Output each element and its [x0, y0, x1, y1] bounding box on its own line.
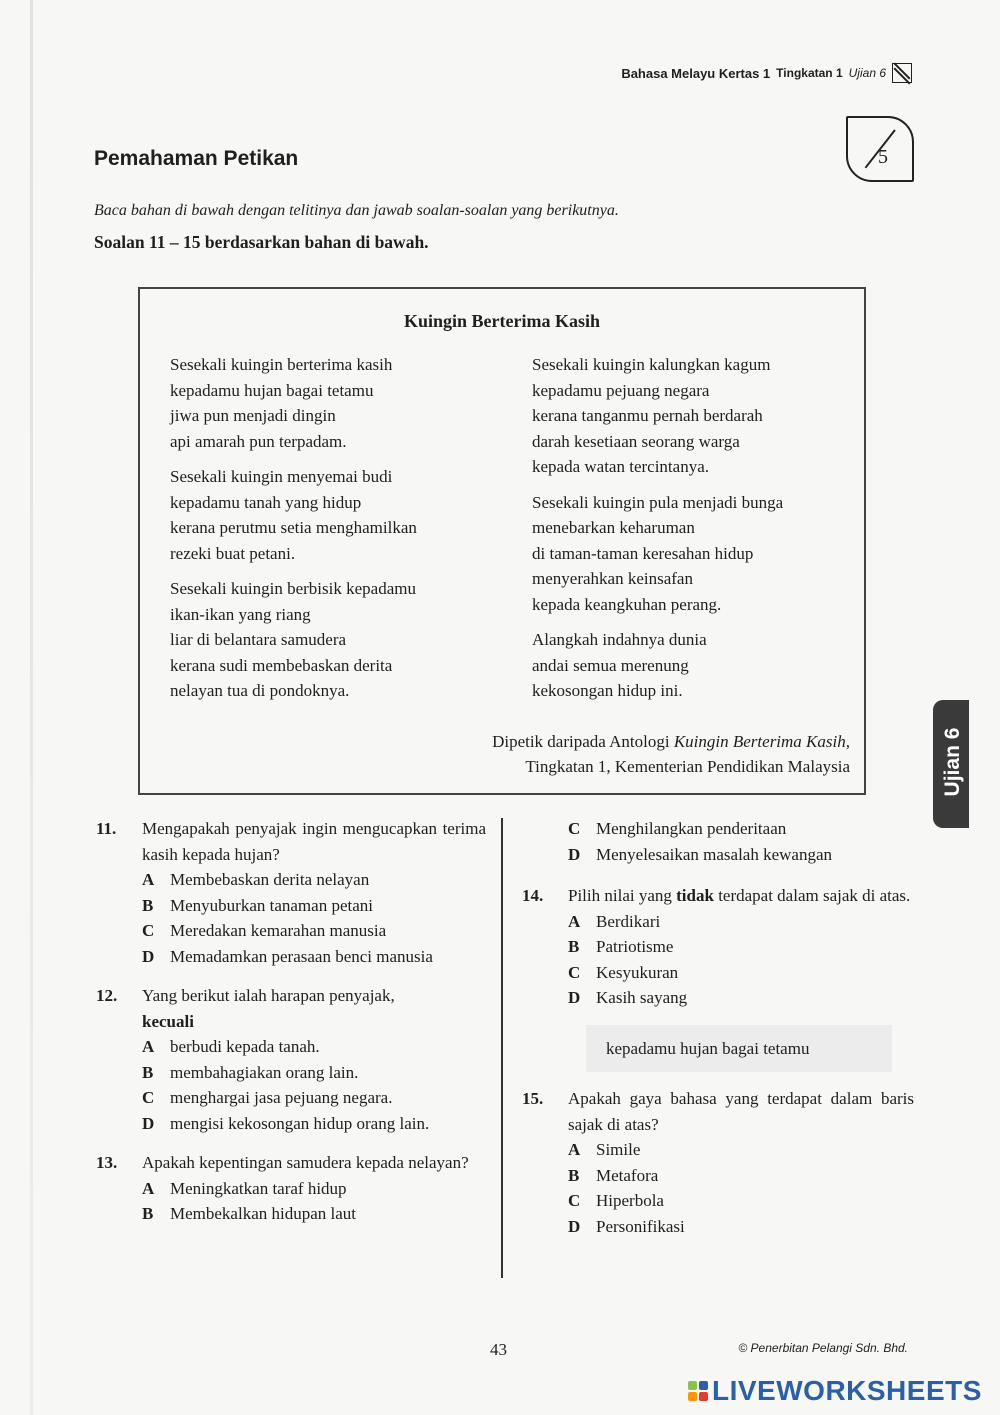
poem-line: di taman-taman keresahan hidup [532, 543, 754, 563]
option-b[interactable] [568, 1163, 914, 1189]
option-b[interactable] [568, 934, 914, 960]
option-letter: D [568, 988, 581, 1007]
question-text [142, 983, 486, 1034]
question-text-post: terdapat dalam sajak di atas. [713, 886, 911, 905]
score-total: 5 [878, 146, 888, 168]
option-text: Hiperbola [596, 1191, 664, 1210]
option-letter: C [568, 962, 581, 982]
poem-line: Alangkah indahnya dunia [532, 630, 707, 649]
poem-line: liar di belantara samudera [170, 630, 347, 649]
option-letter: C [568, 819, 581, 838]
option-letter: C [142, 1088, 155, 1107]
option-a[interactable] [142, 867, 486, 893]
poem-left-column [170, 352, 417, 714]
header-subject: Bahasa Melayu Kertas 1 [621, 65, 771, 81]
poem-line: Sesekali kuingin berterima kasih [170, 355, 393, 374]
question-emphasis: kecuali [142, 1011, 194, 1031]
question-text-pre: Pilih nilai yang [568, 886, 677, 905]
option-text: Metafora [596, 1165, 659, 1185]
option-d[interactable] [568, 842, 914, 868]
option-text: Meredakan kemarahan manusia [170, 921, 387, 940]
side-tab-label: Ujian 6 [941, 727, 964, 797]
stanza [532, 352, 783, 480]
option-text: Menyuburkan tanaman petani [170, 895, 373, 915]
stanza [170, 464, 417, 566]
option-d[interactable] [142, 944, 486, 970]
question-range: Soalan 11 – 15 berdasarkan bahan di bawah. [94, 232, 429, 252]
question-text: Mengapakah penyajak ingin mengucapkan terima kasih kepada hujan? [142, 819, 486, 864]
poem-line: kerana sudi membebaskan derita [170, 655, 393, 675]
stanza [170, 352, 417, 454]
poem-line: kepada keangkuhan perang. [532, 594, 722, 614]
poem-line: kekosongan hidup ini. [532, 681, 683, 700]
stanza [532, 490, 783, 618]
option-c[interactable] [568, 960, 914, 986]
poem-line: Sesekali kuingin menyemai budi [170, 467, 393, 486]
option-c[interactable] [568, 816, 914, 842]
option-c[interactable] [142, 918, 486, 944]
question-14 [522, 883, 914, 1011]
option-text: membahagiakan orang lain. [170, 1062, 359, 1082]
option-text: menghargai jasa pejuang negara. [170, 1088, 393, 1107]
option-b[interactable] [142, 1201, 486, 1227]
copyright: © Penerbitan Pelangi Sdn. Bhd. [738, 1341, 908, 1355]
header-level: Tingkatan 1 [776, 66, 843, 80]
option-b[interactable] [142, 893, 486, 919]
questions-left-column [96, 816, 486, 1241]
source-line2: Tingkatan 1, Kementerian Pendidikan Malaysia [525, 757, 850, 776]
option-text: Menghilangkan penderitaan [596, 819, 787, 838]
option-letter: A [142, 1178, 155, 1198]
option-a[interactable] [142, 1176, 486, 1202]
poem-box [138, 287, 866, 795]
option-letter: A [142, 870, 155, 889]
header-ujian: Ujian 6 [848, 66, 886, 80]
poem-line: Sesekali kuingin berbisik kepadamu [170, 579, 416, 598]
option-text: Kesyukuran [596, 962, 679, 982]
poem-line: kepadamu hujan bagai tetamu [170, 380, 374, 400]
question-15 [522, 1086, 914, 1239]
option-letter: B [568, 1165, 580, 1185]
option-text: Patriotisme [596, 937, 674, 956]
poem-line: nelayan tua di pondoknya. [170, 681, 350, 700]
source-prefix: Dipetik daripada Antologi [492, 732, 674, 751]
option-a[interactable] [568, 909, 914, 935]
poem-line: rezeki buat petani. [170, 543, 296, 563]
option-text: Berdikari [596, 911, 661, 931]
column-divider [501, 818, 503, 1278]
brand-grid-icon [688, 1381, 708, 1401]
option-text: Membekalkan hidupan laut [170, 1204, 357, 1223]
source-title: Kuingin Berterima Kasih, [673, 732, 850, 751]
question-text-main: Yang berikut ialah harapan penyajak, [142, 986, 395, 1005]
option-letter: A [568, 911, 581, 931]
option-text: Personifikasi [596, 1216, 685, 1236]
question-text: Apakah kepentingan samudera kepada nelayan? [142, 1153, 469, 1172]
option-text: mengisi kekosongan hidup orang lain. [170, 1113, 430, 1133]
question-13-continued [522, 816, 914, 867]
poem-right-column [532, 352, 783, 714]
question-number: 14. [522, 886, 544, 905]
page-number: 43 [490, 1340, 507, 1359]
option-letter: D [142, 946, 155, 966]
question-11 [96, 816, 486, 969]
side-tab [933, 700, 969, 828]
option-letter: B [142, 895, 154, 915]
poem-line: kepadamu tanah yang hidup [170, 492, 362, 512]
poem-line: jiwa pun menjadi dingin [170, 406, 336, 425]
quoted-line-box: kepadamu hujan bagai tetamu [586, 1025, 892, 1073]
question-text: Apakah gaya bahasa yang terdapat dalam baris sajak di atas? [568, 1089, 914, 1134]
poem-line: ikan-ikan yang riang [170, 604, 311, 624]
question-13 [96, 1150, 486, 1227]
option-text: Menyelesaikan masalah kewangan [596, 844, 833, 864]
question-number: 15. [522, 1089, 544, 1108]
poem-line: kerana perutmu setia menghamilkan [170, 518, 417, 537]
option-b[interactable] [142, 1060, 486, 1086]
questions-right-column [522, 816, 914, 1253]
option-letter: C [568, 1191, 581, 1210]
option-letter: A [568, 1140, 581, 1159]
option-d[interactable] [568, 985, 914, 1011]
option-d[interactable] [142, 1111, 486, 1137]
option-text: Memadamkan perasaan benci manusia [170, 946, 433, 966]
poem-line: kepada watan tercintanya. [532, 457, 709, 476]
book-logo-icon [892, 63, 912, 83]
option-letter: B [568, 937, 580, 956]
option-letter: D [568, 1216, 581, 1236]
poem-line: andai semua merenung [532, 655, 689, 675]
option-a[interactable] [142, 1034, 486, 1060]
option-d[interactable] [568, 1214, 914, 1240]
option-text: Simile [596, 1140, 641, 1159]
poem-line: Sesekali kuingin kalungkan kagum [532, 355, 771, 374]
question-12 [96, 983, 486, 1136]
question-number: 12. [96, 986, 118, 1005]
option-letter: B [142, 1204, 154, 1223]
option-letter: D [142, 1113, 155, 1133]
option-letter: B [142, 1062, 154, 1082]
poem-line: kepadamu pejuang negara [532, 380, 710, 400]
brand-name: LIVEWORKSHEETS [712, 1375, 982, 1406]
poem-line: kerana tanganmu pernah berdarah [532, 406, 763, 425]
section-title: Pemahaman Petikan [94, 147, 299, 170]
stanza [532, 627, 783, 704]
option-c[interactable] [142, 1085, 486, 1111]
option-c[interactable] [568, 1188, 914, 1214]
poem-line: Sesekali kuingin pula menjadi bunga [532, 492, 784, 512]
option-text: Meningkatkan taraf hidup [170, 1178, 347, 1198]
option-letter: D [568, 844, 581, 864]
question-emphasis: tidak [676, 886, 714, 905]
option-a[interactable] [568, 1137, 914, 1163]
poem-source [492, 729, 850, 779]
instruction: Baca bahan di bawah dengan telitinya dan jawab soalan-soalan yang berikutnya. [94, 202, 619, 219]
liveworksheets-logo [688, 1375, 982, 1407]
page-header [621, 63, 912, 83]
option-letter: C [142, 921, 155, 940]
option-letter: A [142, 1037, 155, 1056]
poem-line: darah kesetiaan seorang warga [532, 431, 740, 451]
option-text: Membebaskan derita nelayan [170, 870, 370, 889]
option-text: Kasih sayang [596, 988, 688, 1007]
option-text: berbudi kepada tanah. [170, 1037, 320, 1056]
poem-line: menebarkan keharuman [532, 518, 695, 537]
question-number: 11. [96, 819, 117, 838]
scan-edge [30, 0, 33, 1415]
poem-title: Kuingin Berterima Kasih [403, 311, 600, 331]
question-text [568, 883, 914, 909]
question-number: 13. [96, 1153, 118, 1172]
poem-line: api amarah pun terpadam. [170, 431, 347, 451]
stanza [170, 576, 417, 704]
score-box [846, 116, 914, 182]
poem-line: menyerahkan keinsafan [532, 569, 693, 588]
